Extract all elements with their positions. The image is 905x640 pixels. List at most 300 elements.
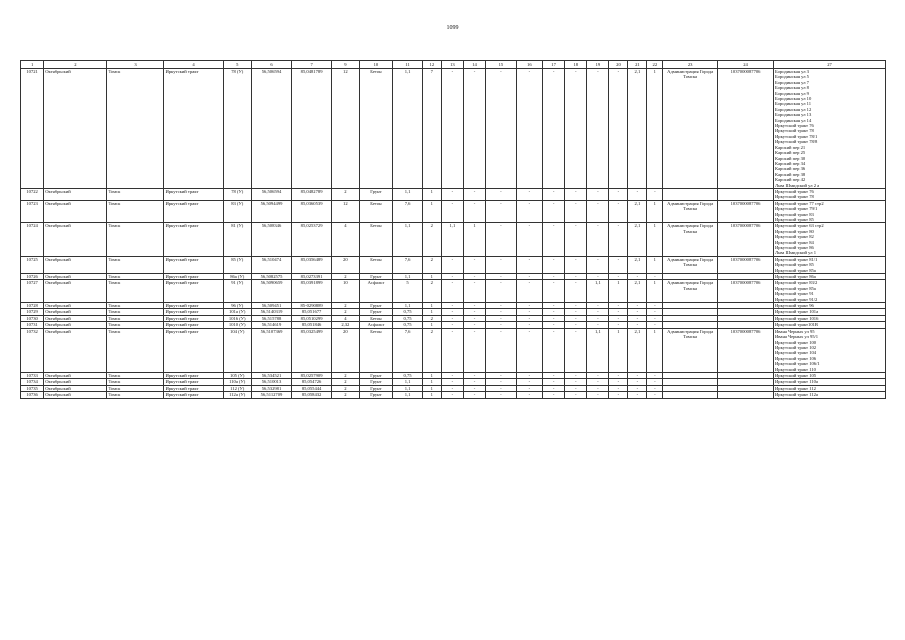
- table-cell: 7: [422, 69, 441, 189]
- table-cell: -: [486, 385, 517, 391]
- table-cell: 0,75: [393, 309, 423, 315]
- address-line: Иркутский тракт 106/1: [774, 361, 820, 367]
- table-cell: 1: [422, 372, 441, 378]
- table-cell: -: [587, 274, 609, 280]
- table-cell: Томск: [107, 200, 164, 223]
- table-cell: -: [516, 328, 542, 372]
- column-header: 22: [647, 61, 663, 69]
- table-cell: 2,1: [628, 256, 647, 273]
- column-header: 3: [107, 61, 164, 69]
- table-cell: Томск: [107, 392, 164, 398]
- table-cell: -: [463, 280, 485, 303]
- table-row: [21, 69, 886, 189]
- table-cell: [663, 392, 718, 398]
- table-cell: -: [609, 392, 628, 398]
- table-cell: 1: [422, 392, 441, 398]
- table-cell: Бетон: [359, 200, 393, 223]
- table-cell: 56,515788: [251, 315, 291, 321]
- table-cell: -: [587, 223, 609, 256]
- table-cell: 1: [422, 200, 441, 223]
- table-cell: -: [516, 322, 542, 328]
- table-cell: -: [565, 328, 587, 372]
- table-cell: 2: [332, 392, 359, 398]
- address-line: Карский пер 21: [774, 144, 806, 150]
- column-header: 14: [463, 61, 485, 69]
- table-cell: -: [486, 223, 517, 256]
- table-cell: -: [609, 379, 628, 385]
- table-cell: Иркутский тракт: [164, 280, 223, 303]
- table-cell: 2: [422, 280, 441, 303]
- table-cell: -: [486, 309, 517, 315]
- table-cell: -: [543, 69, 565, 189]
- address-line: Иркутский тракт 76: [774, 188, 814, 194]
- table-cell: 12: [332, 69, 359, 189]
- table-cell: 56,5082575: [251, 274, 291, 280]
- table-cell: Октябрьский: [44, 256, 107, 273]
- table-cell: Томск: [107, 328, 164, 372]
- table-cell: 78 (У): [223, 188, 251, 200]
- table-cell: -: [516, 200, 542, 223]
- table-cell: 56,534521: [251, 372, 291, 378]
- address-cell: [773, 280, 885, 303]
- column-header: 13: [441, 61, 463, 69]
- table-cell: Томск: [107, 274, 164, 280]
- table-cell: Грунт: [359, 303, 393, 309]
- table-cell: Иркутский тракт: [164, 385, 223, 391]
- table-cell: Грунт: [359, 392, 393, 398]
- table-cell: -: [441, 372, 463, 378]
- address-line: Иркутский тракт 96: [774, 303, 814, 309]
- table-cell: -: [463, 309, 485, 315]
- table-cell: -: [441, 280, 463, 303]
- column-header: 23: [663, 61, 718, 69]
- table-cell: 10730: [21, 315, 44, 321]
- table-cell: -: [587, 303, 609, 309]
- table-cell: Октябрьский: [44, 188, 107, 200]
- table-cell: Октябрьский: [44, 322, 107, 328]
- table-cell: -: [463, 256, 485, 273]
- address-line: Иркутский тракт 85: [774, 216, 814, 222]
- table-cell: Октябрьский: [44, 372, 107, 378]
- table-cell: Грунт: [359, 309, 393, 315]
- table-cell: Бетон: [359, 315, 393, 321]
- table-cell: -: [565, 200, 587, 223]
- address-line: Иркутский тракт 86а: [774, 274, 816, 280]
- table-cell: 10723: [21, 200, 44, 223]
- column-header: 1: [21, 61, 44, 69]
- address-line: Карский пер 30: [774, 155, 806, 161]
- table-cell: 10727: [21, 280, 44, 303]
- table-cell: 85,0356489: [292, 256, 332, 273]
- table-cell: Томск: [107, 223, 164, 256]
- table-cell: 1: [422, 274, 441, 280]
- table-cell: 10736: [21, 392, 44, 398]
- table-cell: -: [543, 392, 565, 398]
- column-header: 4: [164, 61, 223, 69]
- table-cell: 56,506594: [251, 188, 291, 200]
- table-cell: 2: [332, 385, 359, 391]
- table-cell: -: [565, 315, 587, 321]
- table-cell: Томск: [107, 188, 164, 200]
- table-cell: 1,1: [393, 385, 423, 391]
- table-cell: -: [486, 303, 517, 309]
- table-cell: -: [628, 309, 647, 315]
- address-line: Ивана Черных ул 95: [774, 328, 815, 334]
- address-line: Бородинская ул 8: [774, 85, 809, 91]
- table-cell: Иркутский тракт: [164, 223, 223, 256]
- table-cell: 1,1: [441, 223, 463, 256]
- table-cell: 10729: [21, 309, 44, 315]
- table-cell: [718, 392, 774, 398]
- table-cell: -: [647, 188, 663, 200]
- page-number: 1099: [446, 25, 459, 31]
- address-line: Бородинская ул 5: [774, 74, 809, 80]
- table-cell: Иркутский тракт: [164, 309, 223, 315]
- table-cell: -: [587, 188, 609, 200]
- table-cell: Томск: [107, 372, 164, 378]
- table-cell: 56,510013: [251, 379, 291, 385]
- address-line: Иркутский тракт 91/2: [774, 296, 818, 302]
- table-cell: Томск: [107, 379, 164, 385]
- table-cell: 10734: [21, 379, 44, 385]
- address-cell: [773, 69, 885, 189]
- table-cell: Октябрьский: [44, 392, 107, 398]
- address-line: Иркутский тракт 101а: [774, 309, 819, 315]
- table-cell: -: [587, 315, 609, 321]
- address-cell: [773, 200, 885, 223]
- table-cell: Томск: [107, 322, 164, 328]
- table-cell: -: [441, 309, 463, 315]
- table-cell: 10731: [21, 322, 44, 328]
- table-cell: 2: [422, 328, 441, 372]
- table-cell: Октябрьский: [44, 274, 107, 280]
- table-cell: 101а (У): [223, 309, 251, 315]
- table-cell: -: [587, 392, 609, 398]
- table-cell: -: [628, 274, 647, 280]
- column-header: 7: [292, 61, 332, 69]
- table-cell: -: [543, 372, 565, 378]
- table-cell: -: [628, 188, 647, 200]
- table-cell: 4: [332, 315, 359, 321]
- address-line: Бородинская ул 12: [774, 106, 812, 112]
- address-line: Иркутский тракт 83/2: [774, 280, 818, 286]
- table-cell: Октябрьский: [44, 385, 107, 391]
- address-line: Иркутский тракт 112: [774, 385, 816, 391]
- address-line: Иркутский тракт 110: [774, 366, 816, 372]
- table-cell: -: [647, 322, 663, 328]
- table-cell: -: [486, 379, 517, 385]
- table-cell: 56,532981: [251, 385, 291, 391]
- column-header: 9: [332, 61, 359, 69]
- table-cell: Иркутский тракт: [164, 392, 223, 398]
- table-cell: 85,0510299: [292, 315, 332, 321]
- table-cell: Томск: [107, 315, 164, 321]
- table-cell: -: [463, 392, 485, 398]
- table-cell: 10724: [21, 223, 44, 256]
- address-line: Иркутский тракт 80: [774, 228, 814, 234]
- table-cell: Грунт: [359, 385, 393, 391]
- table-cell: -: [647, 379, 663, 385]
- table-cell: 20: [332, 328, 359, 372]
- table-cell: Иркутский тракт: [164, 69, 223, 189]
- table-cell: -: [565, 69, 587, 189]
- table-row: [21, 328, 886, 372]
- table-cell: 2: [332, 274, 359, 280]
- table-cell: -: [565, 379, 587, 385]
- table-cell: 85,0273391: [292, 274, 332, 280]
- table-cell: -: [516, 315, 542, 321]
- address-line: Иркутский тракт 77 стр2: [774, 200, 824, 206]
- table-cell: 1,1: [393, 188, 423, 200]
- table-cell: 104 (У): [223, 328, 251, 372]
- address-line: Иркутский тракт101В: [774, 322, 818, 328]
- table-cell: 1,1: [393, 223, 423, 256]
- table-cell: -: [587, 69, 609, 189]
- table-cell: -: [587, 309, 609, 315]
- table-cell: 10728: [21, 303, 44, 309]
- column-header: 17: [543, 61, 565, 69]
- table-cell: 1: [422, 379, 441, 385]
- table-cell: Иркутский тракт: [164, 379, 223, 385]
- table-cell: -: [543, 315, 565, 321]
- table-cell: Администрация Города Томска: [663, 256, 718, 273]
- table-cell: 56,5090659: [251, 280, 291, 303]
- table-cell: 0,75: [393, 372, 423, 378]
- address-line: Иркутский тракт 78/8: [774, 139, 818, 145]
- table-cell: -: [628, 392, 647, 398]
- table-cell: Иркутский тракт: [164, 328, 223, 372]
- table-cell: Томск: [107, 385, 164, 391]
- table-cell: -: [486, 322, 517, 328]
- table-cell: -: [609, 69, 628, 189]
- column-header: 2: [44, 61, 107, 69]
- table-cell: -: [609, 372, 628, 378]
- table-cell: Грунт: [359, 188, 393, 200]
- table-cell: 1,1: [587, 280, 609, 303]
- table-cell: -: [609, 274, 628, 280]
- table-cell: -: [565, 322, 587, 328]
- address-line: Иркутский тракт 81/1: [774, 256, 818, 262]
- table-cell: 1: [647, 280, 663, 303]
- table-cell: 5: [393, 280, 423, 303]
- address-line: Иркутский тракт 63 стр2: [774, 223, 824, 229]
- table-cell: Бетон: [359, 256, 393, 273]
- table-cell: 10721: [21, 69, 44, 189]
- table-cell: -: [543, 280, 565, 303]
- table-cell: 56,514619: [251, 322, 291, 328]
- table-cell: -: [516, 392, 542, 398]
- table-cell: 85,055444: [292, 385, 332, 391]
- table-cell: -: [463, 69, 485, 189]
- table-cell: Иркутский тракт: [164, 256, 223, 273]
- table-cell: -: [543, 200, 565, 223]
- table-cell: 2,32: [332, 322, 359, 328]
- address-line: Карский пер 36: [774, 166, 806, 172]
- table-cell: -: [565, 280, 587, 303]
- table-cell: 56,510474: [251, 256, 291, 273]
- table-cell: 1: [609, 328, 628, 372]
- address-line: Иркутский тракт 106: [774, 355, 817, 361]
- address-line: Иркутский тракт 112а: [774, 392, 818, 398]
- address-line: Иркутский тракт 1016: [774, 315, 819, 321]
- table-cell: Иркутский тракт: [164, 188, 223, 200]
- table-cell: -: [486, 256, 517, 273]
- table-cell: -: [647, 372, 663, 378]
- table-cell: -: [543, 274, 565, 280]
- table-cell: 85,0360539: [292, 200, 332, 223]
- table-cell: Томск: [107, 69, 164, 189]
- table-cell: -: [463, 385, 485, 391]
- table-cell: 85-0290889: [292, 303, 332, 309]
- address-line: Карский пер 34: [774, 160, 806, 166]
- table-cell: 0,75: [393, 315, 423, 321]
- table-cell: Иркутский тракт: [164, 274, 223, 280]
- column-header: 27: [773, 61, 885, 69]
- address-line: Бородинская ул 10: [774, 96, 812, 102]
- table-cell: -: [441, 379, 463, 385]
- table-cell: -: [441, 303, 463, 309]
- table-cell: -: [628, 379, 647, 385]
- address-line: Иркутский тракт 85а: [774, 267, 816, 273]
- table-cell: 85,054726: [292, 379, 332, 385]
- address-line: Карский пер 25: [774, 150, 806, 156]
- table-cell: Октябрьский: [44, 303, 107, 309]
- table-cell: -: [516, 385, 542, 391]
- table-cell: 1,1: [393, 392, 423, 398]
- table-cell: -: [609, 223, 628, 256]
- table-cell: 7,6: [393, 328, 423, 372]
- table-cell: 2,1: [628, 200, 647, 223]
- table-cell: 2: [422, 223, 441, 256]
- table-cell: -: [543, 322, 565, 328]
- table-cell: 1037000087706: [718, 256, 774, 273]
- address-line: Иркутский тракт 78/1: [774, 133, 818, 139]
- table-cell: [663, 188, 718, 200]
- table-cell: 7,6: [393, 200, 423, 223]
- table-cell: Октябрьский: [44, 315, 107, 321]
- table-cell: -: [486, 328, 517, 372]
- table-cell: 1: [647, 69, 663, 189]
- table-cell: 112 (У): [223, 385, 251, 391]
- table-cell: 85,051677: [292, 309, 332, 315]
- table-cell: Иркутский тракт: [164, 200, 223, 223]
- table-cell: -: [543, 188, 565, 200]
- table-cell: 85,0253729: [292, 223, 332, 256]
- table-cell: 1016 (У): [223, 315, 251, 321]
- table-cell: -: [628, 315, 647, 321]
- column-header: 16: [516, 61, 542, 69]
- table-cell: 2: [422, 315, 441, 321]
- table-cell: -: [587, 385, 609, 391]
- table-cell: 96 (У): [223, 303, 251, 309]
- table-cell: 10726: [21, 274, 44, 280]
- table-cell: 85,0481789: [292, 69, 332, 189]
- table-row: [21, 188, 886, 200]
- header-row: [21, 61, 886, 69]
- table-cell: -: [486, 392, 517, 398]
- table-cell: Иркутский тракт: [164, 372, 223, 378]
- table-cell: 1037000087706: [718, 223, 774, 256]
- table-cell: 1: [422, 188, 441, 200]
- table-cell: 85 (У): [223, 256, 251, 273]
- table-cell: Томск: [107, 309, 164, 315]
- table-cell: 1: [647, 256, 663, 273]
- table-cell: -: [441, 322, 463, 328]
- address-cell: [773, 188, 885, 200]
- table-cell: -: [463, 379, 485, 385]
- table-cell: 2: [422, 256, 441, 273]
- table-row: [21, 392, 886, 398]
- table-cell: 2: [332, 372, 359, 378]
- table-cell: 85,0391899: [292, 280, 332, 303]
- column-header: 20: [609, 61, 628, 69]
- table-cell: Грунт: [359, 372, 393, 378]
- table-cell: -: [516, 379, 542, 385]
- table-cell: -: [516, 256, 542, 273]
- table-cell: -: [609, 188, 628, 200]
- table-cell: -: [516, 188, 542, 200]
- table-cell: Асфальт: [359, 322, 393, 328]
- table-cell: Октябрьский: [44, 200, 107, 223]
- column-header: 18: [565, 61, 587, 69]
- table-cell: 105 (У): [223, 372, 251, 378]
- table-cell: -: [647, 309, 663, 315]
- table-cell: 12: [332, 200, 359, 223]
- address-line: Иркутский тракт 104: [774, 350, 817, 356]
- table-cell: 85,0325499: [292, 328, 332, 372]
- table-cell: Иркутский тракт: [164, 303, 223, 309]
- column-header: 15: [486, 61, 517, 69]
- table-cell: 10735: [21, 385, 44, 391]
- address-line: Льва Шмидский ул 1: [774, 250, 816, 256]
- table-cell: -: [516, 309, 542, 315]
- table-cell: 110а (У): [223, 379, 251, 385]
- address-cell: [773, 392, 885, 398]
- table-cell: -: [441, 315, 463, 321]
- table-cell: 85,0482789: [292, 188, 332, 200]
- table-cell: -: [463, 188, 485, 200]
- table-cell: 81 (У): [223, 223, 251, 256]
- table-cell: Администрация Города Томска: [663, 328, 718, 372]
- address-line: Иркутский тракт 84: [774, 239, 814, 245]
- address-line: Иркутский тракт 105: [774, 372, 817, 378]
- address-line: Бородинская ул 7: [774, 79, 809, 85]
- table-cell: -: [587, 322, 609, 328]
- table-cell: -: [587, 200, 609, 223]
- table-cell: 1037000087706: [718, 328, 774, 372]
- table-cell: 10722: [21, 188, 44, 200]
- table-cell: -: [463, 372, 485, 378]
- address-cell: [773, 256, 885, 273]
- table-cell: Администрация Города Томска: [663, 280, 718, 303]
- table-cell: Грунт: [359, 274, 393, 280]
- table-cell: 91 (У): [223, 280, 251, 303]
- table-cell: 1,1: [393, 303, 423, 309]
- table-cell: 83 (У): [223, 200, 251, 223]
- table-cell: 112а (У): [223, 392, 251, 398]
- table-cell: Томск: [107, 256, 164, 273]
- table-cell: -: [486, 280, 517, 303]
- table-cell: -: [565, 188, 587, 200]
- table-cell: Бетон: [359, 328, 393, 372]
- table-cell: -: [609, 322, 628, 328]
- table-cell: -: [463, 315, 485, 321]
- table-cell: 85,058432: [292, 392, 332, 398]
- address-line: Иркутский тракт 78: [774, 128, 814, 134]
- table-cell: -: [647, 274, 663, 280]
- table-cell: -: [609, 256, 628, 273]
- table-cell: Томск: [107, 280, 164, 303]
